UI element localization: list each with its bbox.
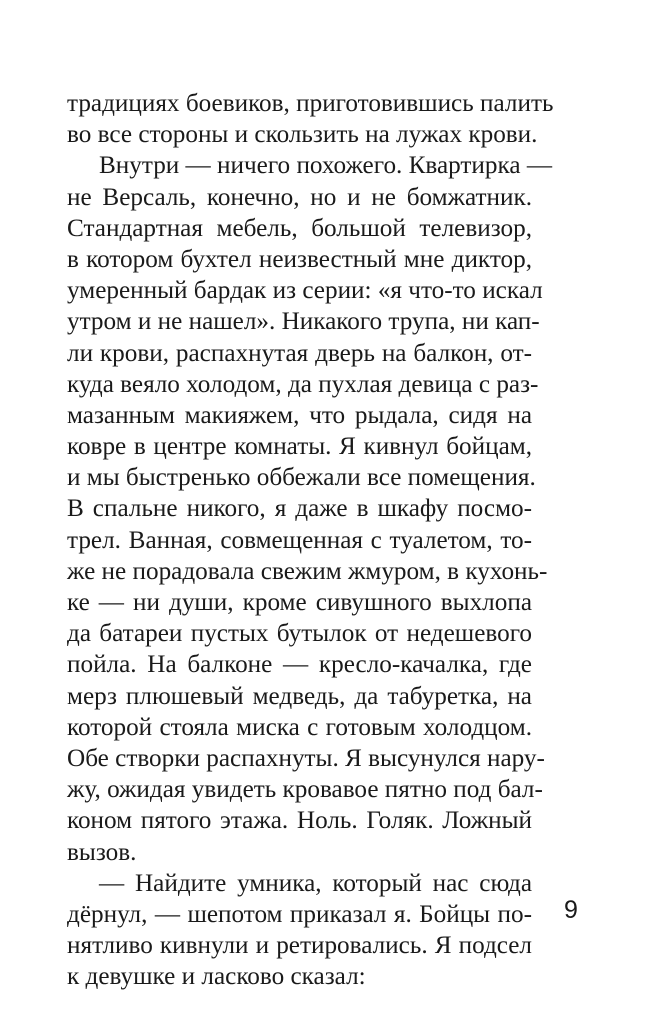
text-line: в котором бухтел неизвестный мне диктор, (67, 245, 532, 273)
text-line: дёрнул, — шепотом приказал я. Бойцы по- (67, 900, 532, 928)
text-line: мерз плюшевый медведь, да табуретка, на (67, 682, 532, 710)
text-line: мазанным макияжем, что рыдала, сидя на (67, 401, 532, 429)
body-text (67, 88, 554, 992)
text-line: нятливо кивнули и ретировались. Я подсел (67, 932, 532, 960)
text-line: Внутри — ничего похожего. Квартирка — (99, 152, 553, 180)
text-line: умеренный бардак из серии: «я что-то искал (67, 277, 543, 305)
text-line: к девушке и ласково сказал: (67, 963, 366, 991)
text-line: ли крови, распахнутая дверь на балкон, от- (67, 339, 532, 367)
text-line: Обе створки распахнуты. Я высунулся нару- (67, 744, 545, 772)
text-line: В спальне никого, я даже в шкафу посмо- (67, 495, 532, 523)
text-line: да батареи пустых бутылок от недешевого (67, 620, 532, 648)
paragraph (67, 150, 553, 867)
text-line: куда веяло холодом, да пухлая девица с раз- (67, 370, 539, 398)
text-line: утром и не нашел». Никакого трупа, ни кап- (67, 308, 540, 336)
text-line: коном пятого этажа. Ноль. Голяк. Ложный (67, 807, 532, 835)
text-line: которой стояла миска с готовым холодцом. (67, 713, 532, 741)
text-line: трел. Ванная, совмещенная с туалетом, то- (67, 526, 532, 554)
text-line: — Найдите умника, который нас сюда (99, 869, 532, 897)
text-line: во все стороны и скользить на лужах крови. (67, 121, 538, 149)
text-line: вызов. (67, 838, 137, 866)
paragraph (67, 868, 532, 993)
page-number: 9 (564, 896, 578, 924)
text-line: ковре в центре комнаты. Я кивнул бойцам, (67, 433, 532, 461)
text-line: Стандартная мебель, большой телевизор, (67, 214, 532, 242)
text-line: же не порадовала свежим жмуром, в кухонь- (67, 557, 548, 585)
text-line: традициях боевиков, приготовившись палить (67, 90, 554, 117)
text-line: жу, ожидая увидеть кровавое пятно под бал- (67, 776, 543, 804)
text-line: не Версаль, конечно, но и не бомжатник. (67, 183, 532, 211)
text-line: и мы быстренько оббежали все помещения. (67, 464, 536, 492)
text-line: ке — ни души, кроме сивушного выхлопа (67, 589, 532, 616)
paragraph (67, 88, 554, 150)
text-line: пойла. На балконе — кресло-качалка, где (67, 651, 532, 679)
